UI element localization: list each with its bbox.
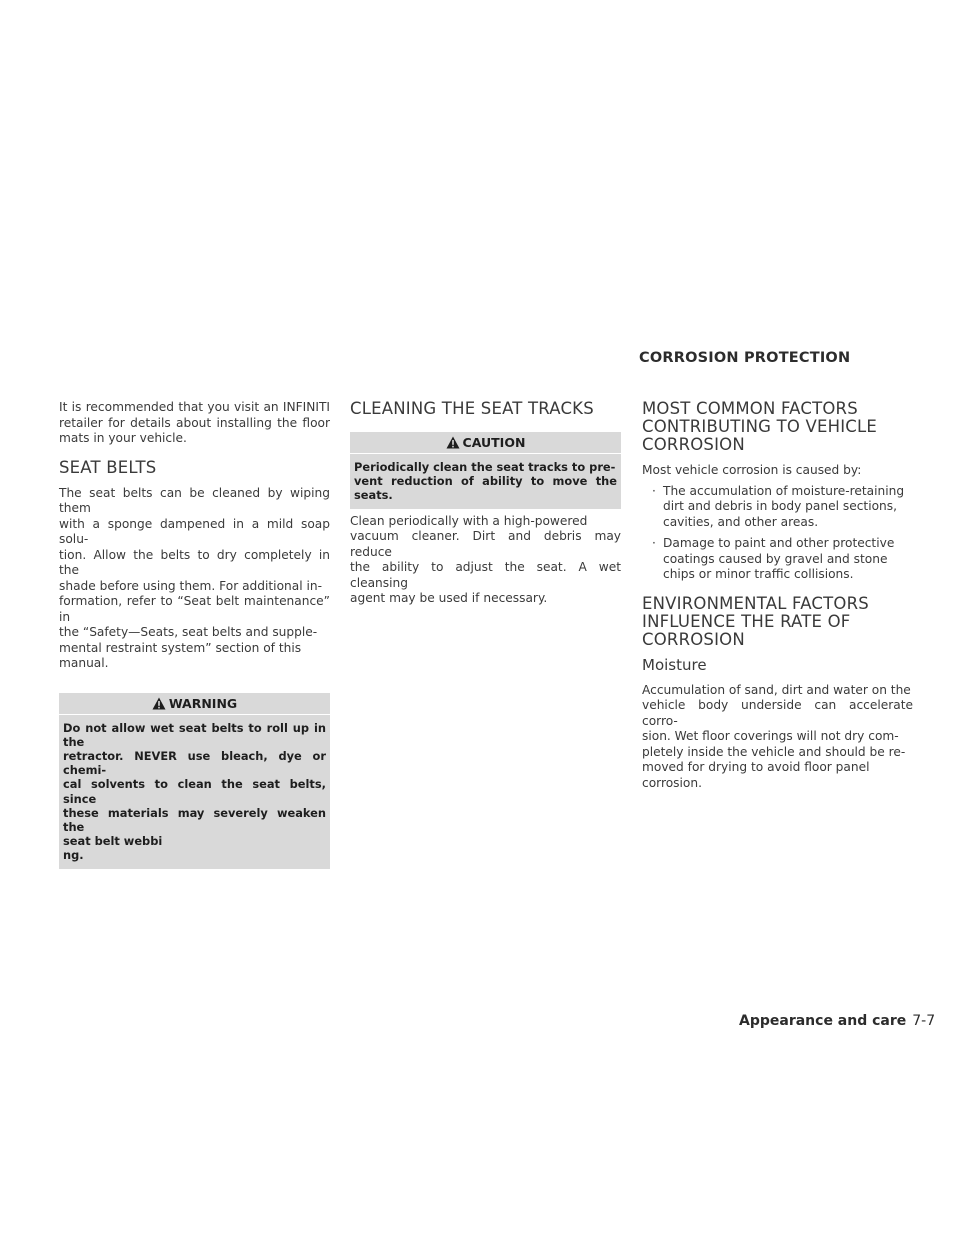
list-item: · Damage to paint and other protective coatings caused by gravel and stone chips or minor traffic collisions.: [652, 536, 895, 581]
warning-triangle-icon: [152, 695, 166, 716]
moisture-subheading: Moisture: [642, 655, 707, 674]
common-factors-heading: MOST COMMON FACTORS CONTRIBUTING TO VEHICLE CORROSION: [642, 399, 878, 454]
column-1: [59, 400, 330, 869]
warning-header: [59, 693, 330, 715]
warning-text: Do not allow wet seat belts to roll up in the retractor. NEVER use bleach, dye or chemi- cal solvents to clean the seat belts, since these materials may severely weaken the seat belt webbi ng.: [63, 720, 326, 863]
caution-box: [350, 432, 621, 509]
warning-box: [59, 693, 330, 869]
seat-belts-paragraph: The seat belts can be cleaned by wiping them with a sponge dampened in a mild soap solu- tion. Allow the belts to dry completely in the shade before using them. For additional in- formation, refer to “Seat belt maintenance” in the “Safety—Seats, seat belts and supple- mental restraint system” section of this manual.: [59, 485, 330, 670]
bullet-marker: ·: [652, 483, 656, 498]
warning-triangle-icon: [446, 434, 460, 455]
moisture-paragraph: Accumulation of sand, dirt and water on the vehicle body underside can accelerate corro- sion. Wet floor coverings will not dry com- pletely inside the vehicle and should be re- moved for drying to avoid floor panel corrosion.: [642, 682, 913, 790]
footer-section-title: Appearance and care: [739, 1013, 907, 1029]
lead-sentence: Most vehicle corrosion is caused by:: [642, 463, 862, 477]
caution-header: [350, 432, 621, 454]
caution-label: CAUTION: [462, 435, 526, 450]
page-number: 7-7: [912, 1013, 936, 1029]
seat-tracks-heading: CLEANING THE SEAT TRACKS: [350, 399, 594, 418]
page-footer: [739, 1013, 935, 1029]
seat-belts-heading: SEAT BELTS: [59, 457, 157, 477]
caution-text: Periodically clean the seat tracks to pre- vent reduction of ability to move the seats.: [354, 460, 617, 503]
seat-tracks-paragraph: Clean periodically with a high-powered vacuum cleaner. Dirt and debris may reduce the ability to adjust the seat. A wet cleansing agent may be used if necessary.: [350, 513, 621, 606]
bullet-marker: ·: [652, 536, 656, 550]
chapter-title: CORROSION PROTECTION: [639, 350, 851, 366]
intro-paragraph: It is recommended that you visit an INFINITI retailer for details about installing the floor mats in your vehicle.: [59, 400, 330, 445]
warning-label: WARNING: [168, 695, 238, 711]
list-item: · The accumulation of moisture-retaining dirt and debris in body panel sections, cavities, and other areas.: [652, 483, 905, 529]
column-2: [350, 400, 621, 607]
column-3: [642, 400, 913, 791]
environmental-factors-heading: ENVIRONMENTAL FACTORS INFLUENCE THE RATE OF CORROSION: [642, 593, 869, 649]
